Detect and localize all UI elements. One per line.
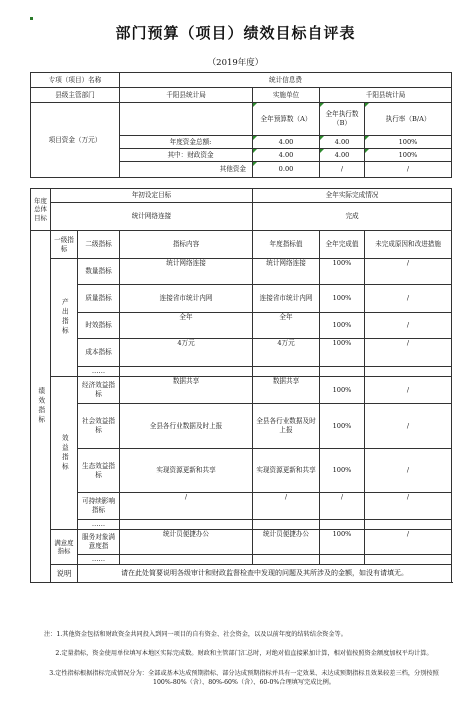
funds-fiscal-exec: 4.00	[320, 149, 365, 162]
benefit-more-cell	[120, 520, 253, 530]
project-value: 统计信息费	[120, 73, 452, 88]
footnote: 2.定量指标，资金使用单位填写本地区实际完成数。财政和主管部门汇总时，对绝对值直接累加计算，相对值按照资金额度加权平均计算。	[55, 650, 433, 658]
satisfaction-more-cell	[320, 555, 365, 565]
benefit-done: /	[320, 493, 365, 520]
footnote: 注：1.其他资金包括和财政资金共同投入到同一项目的自有资金、社会资金，以及以前年度的结转结余资金等。	[44, 631, 347, 638]
benefit-content: 实现资源更新和共享	[120, 449, 253, 493]
funds-total-label: 年度资金总额:	[120, 136, 253, 149]
output-done: 100%	[320, 339, 365, 367]
benefit-name: 经济效益指标	[78, 377, 120, 404]
funds-other-budget: 0.00	[253, 162, 320, 178]
remark-label: 说明	[51, 565, 78, 583]
dept-value: 千阳县统计局	[120, 88, 253, 103]
funds-total-rate: 100%	[365, 136, 452, 149]
benefit-content: /	[120, 493, 253, 520]
footnote: 3.定性指标根据指标完成情况分为：全部或基本达成预期指标、部分达成预期指标并具有一定效果、未达成预期指标且效果较差三档，分别按照100%-80%（含）、80%-60%（含）、60-0%合理填写完成比例。	[49, 669, 439, 686]
impl-value: 千阳县统计局	[320, 88, 452, 103]
remark-text: 请在此处简要说明各级审计和财政监督检查中发现的问题及其所涉及的金额，如没有请填无。	[78, 565, 452, 583]
satisfaction-more-cell	[120, 555, 253, 565]
satisfaction-more-cell	[253, 555, 320, 565]
benefit-more-cell	[320, 520, 365, 530]
satisfaction-more: ……	[78, 555, 120, 565]
satisfaction-target: 统计员便捷办公	[253, 530, 320, 555]
funds-total-exec: 4.00	[320, 136, 365, 149]
output-more-cell	[120, 367, 253, 377]
project-label: 专项（项目）名称	[31, 73, 120, 88]
satisfaction-more-cell	[365, 555, 452, 565]
benefit-done: 100%	[320, 377, 365, 404]
goals-plan-header: 年初设定目标	[51, 189, 253, 203]
output-name: 质量指标	[78, 285, 120, 313]
benefit-name: 社会效益指标	[78, 404, 120, 449]
perf-header-reason: 未完成原因和改进措施	[365, 231, 452, 259]
perf-header-target: 年度指标值	[253, 231, 320, 259]
benefit-more-cell	[365, 520, 452, 530]
perf-header-level1: 一级指标	[51, 231, 78, 259]
corner-mark	[30, 17, 33, 20]
perf-header-done: 全年完成值	[320, 231, 365, 259]
goals-label: 年度总体目标	[31, 189, 51, 231]
funds-other-rate: /	[365, 162, 452, 178]
dept-label: 县级主管部门	[31, 88, 120, 103]
satisfaction-label: 满意度指标	[51, 530, 78, 565]
benefit-target: /	[253, 493, 320, 520]
goals-plan: 统计网络连接	[51, 203, 253, 231]
output-target: 统计网络连接	[253, 259, 320, 285]
benefit-label: 效益指标	[51, 377, 78, 530]
funds-other-label: 其他资金	[120, 162, 253, 178]
benefit-target: 实现资源更新和共享	[253, 449, 320, 493]
benefit-reason: /	[365, 404, 452, 449]
funds-fiscal-rate: 100%	[365, 149, 452, 162]
benefit-done: 100%	[320, 404, 365, 449]
perf-header-level2: 二级指标	[78, 231, 120, 259]
output-done: 100%	[320, 285, 365, 313]
benefit-done: 100%	[320, 449, 365, 493]
output-more: ……	[78, 367, 120, 377]
output-more-cell	[365, 367, 452, 377]
funds-label: 项目资金（万元）	[31, 103, 120, 178]
footnotes	[44, 630, 444, 697]
satisfaction-name: 服务对象满意度指	[78, 530, 120, 555]
output-target: 全年	[253, 313, 320, 339]
benefit-reason: /	[365, 377, 452, 404]
output-content: 4万元	[120, 339, 253, 367]
output-content: 全年	[120, 313, 253, 339]
funds-header-budget: 全年预算数（A）	[253, 103, 320, 136]
satisfaction-content: 统计员便捷办公	[120, 530, 253, 555]
funds-fiscal-budget: 4.00	[253, 149, 320, 162]
benefit-more-cell	[253, 520, 320, 530]
funds-total-budget: 4.00	[253, 136, 320, 149]
page-year: （2019年度）	[207, 58, 264, 68]
output-label: 产出指标	[51, 259, 78, 377]
benefit-name: 生态效益指标	[78, 449, 120, 493]
output-name: 成本指标	[78, 339, 120, 367]
perf-header-content: 指标内容	[120, 231, 253, 259]
spacer-row	[31, 178, 452, 189]
output-more-cell	[320, 367, 365, 377]
funds-blank	[120, 103, 253, 136]
goals-actual: 完成	[253, 203, 452, 231]
perf-label: 绩效指标	[31, 231, 51, 583]
output-reason: /	[365, 339, 452, 367]
benefit-reason: /	[365, 449, 452, 493]
benefit-target: 数据共享	[253, 377, 320, 404]
output-name: 数量指标	[78, 259, 120, 285]
benefit-content: 数据共享	[120, 377, 253, 404]
output-done: 100%	[320, 313, 365, 339]
funds-other-exec: /	[320, 162, 365, 178]
output-reason: /	[365, 285, 452, 313]
benefit-target: 全县各行业数据及时上报	[253, 404, 320, 449]
benefit-content: 全县各行业数据及时上报	[120, 404, 253, 449]
satisfaction-reason: /	[365, 530, 452, 555]
output-content: 统计网络连接	[120, 259, 253, 285]
output-target: 4万元	[253, 339, 320, 367]
impl-label: 实施单位	[253, 88, 320, 103]
goals-actual-header: 全年实际完成情况	[253, 189, 452, 203]
output-reason: /	[365, 313, 452, 339]
satisfaction-done: 100%	[320, 530, 365, 555]
output-target: 连接省市统计内网	[253, 285, 320, 313]
output-name: 时效指标	[78, 313, 120, 339]
output-done: 100%	[320, 259, 365, 285]
page-title: 部门预算（项目）绩效目标自评表	[115, 24, 356, 42]
benefit-more: ……	[78, 520, 120, 530]
output-reason: /	[365, 259, 452, 285]
output-more-cell	[253, 367, 320, 377]
funds-header-exec: 全年执行数（B）	[320, 103, 365, 136]
benefit-name: 可持续影响指标	[78, 493, 120, 520]
benefit-reason: /	[365, 493, 452, 520]
evaluation-table	[30, 72, 452, 583]
funds-fiscal-label: 其中：财政资金	[120, 149, 253, 162]
funds-header-rate: 执行率（B/A）	[365, 103, 452, 136]
output-content: 连接省市统计内网	[120, 285, 253, 313]
